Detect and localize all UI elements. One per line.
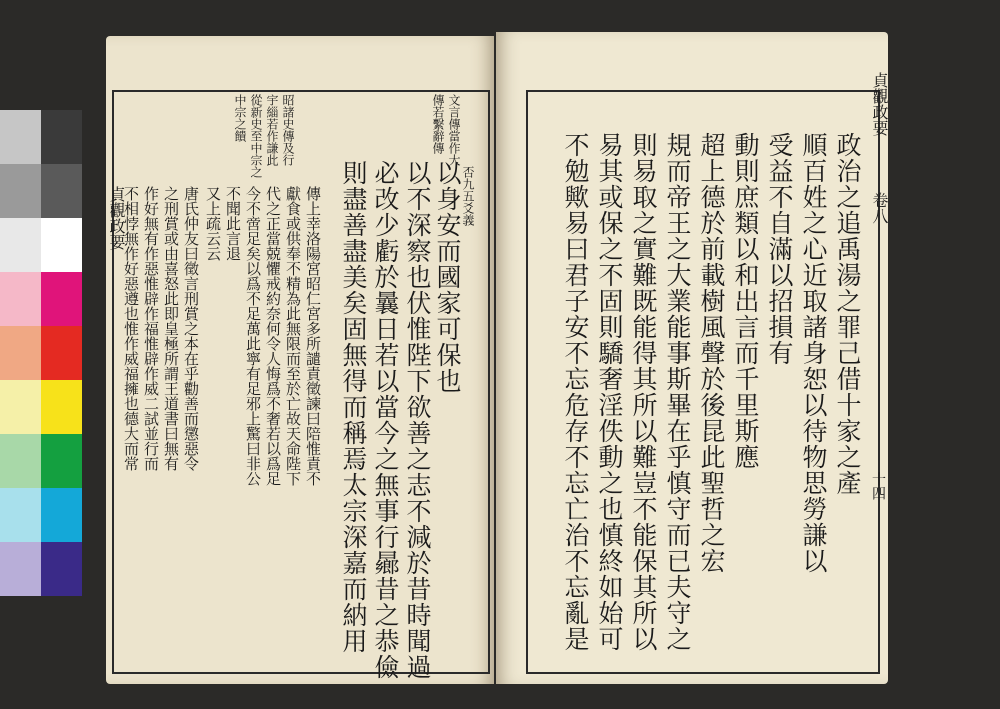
- sub-text-column: 不聞此言退: [224, 186, 242, 261]
- sub-text-column: 傳上幸洛陽宮昭仁宮多所譴責徵諫曰陪惟責不: [304, 186, 322, 486]
- left-page: [106, 36, 494, 684]
- margin-title: 貞觀政要: [107, 186, 126, 250]
- main-text-column: 不勉歟易曰君子安不忘危存不忘亡治不忘亂是: [561, 132, 590, 652]
- header-note: 文言傳當作大: [447, 94, 461, 166]
- main-text-column: 以身安而國家可保也: [433, 160, 462, 394]
- inline-note: 否九五爻義: [461, 166, 475, 226]
- main-text-column: 則盡善盡美矣固無得而稱焉太宗深嘉而納用: [339, 160, 368, 654]
- main-text-column: 受益不自滿以招損有: [765, 132, 794, 366]
- header-note: 從新史至中宗之: [249, 94, 263, 178]
- sub-text-column: 今不啻足矣以爲不足萬此寧有足邪上驚曰非公: [244, 186, 262, 486]
- commentary-column: 作好無有作惡惟辟作福惟辟作威二試並行而: [142, 186, 160, 471]
- main-text-column: 必改少虧於曩日若以當今之無事行曏昔之恭儉: [371, 160, 400, 680]
- commentary-column: 之刑賞或由喜怒此即皇極所謂王道書曰無有: [162, 186, 180, 471]
- main-text-column: 以不深察也伏惟陛下欲善之志不減於昔時聞過: [403, 160, 432, 680]
- main-text-column: 動則庶類以和出言而千里斯應: [731, 132, 760, 470]
- sub-text-column: 又上疏云云: [204, 186, 222, 261]
- main-text-column: 規而帝王之大業能事斯畢在乎慎守而已夫守之: [663, 132, 692, 652]
- commentary-column: 不相悖無作好惡遵也惟作威福擁也德大而常: [122, 186, 140, 471]
- commentary-column: 唐氏仲友曰徵言刑賞之本在乎勸善而懲惡令: [182, 186, 200, 471]
- sub-text-column: 獻食或供奉不精為此無限而至於亡故天命陛下: [284, 186, 302, 486]
- main-text-column: 政治之追禹湯之罪己借十家之產: [833, 132, 862, 496]
- main-text-column: 則易取之實難既能得其所以難豈不能保其所以: [629, 132, 658, 652]
- main-text-column: 易其或保之不固則驕奢淫佚動之也慎終如始可: [595, 132, 624, 652]
- header-note: 昭諸史傳及行: [281, 94, 295, 166]
- header-note: 傳若繫辭傳: [431, 94, 445, 154]
- open-book: [98, 28, 898, 696]
- main-text-column: 超上德於前載樹風聲於後昆此聖哲之宏: [697, 132, 726, 574]
- right-margin-chapter: 卷八: [870, 192, 889, 224]
- right-margin-title: 貞觀政要: [870, 72, 889, 136]
- page-number: 十四: [870, 472, 886, 500]
- sub-text-column: 代之正當兢懼戒約奈何令人悔爲不奢若以爲足: [264, 186, 282, 486]
- header-note: 宇緇若作謙此: [265, 94, 279, 166]
- main-text-column: 順百姓之心近取諸身恕以待物思勞謙以: [799, 132, 828, 574]
- header-note: 中宗之饋: [233, 94, 247, 142]
- right-page: [496, 32, 888, 684]
- color-calibration-bar: [0, 110, 82, 596]
